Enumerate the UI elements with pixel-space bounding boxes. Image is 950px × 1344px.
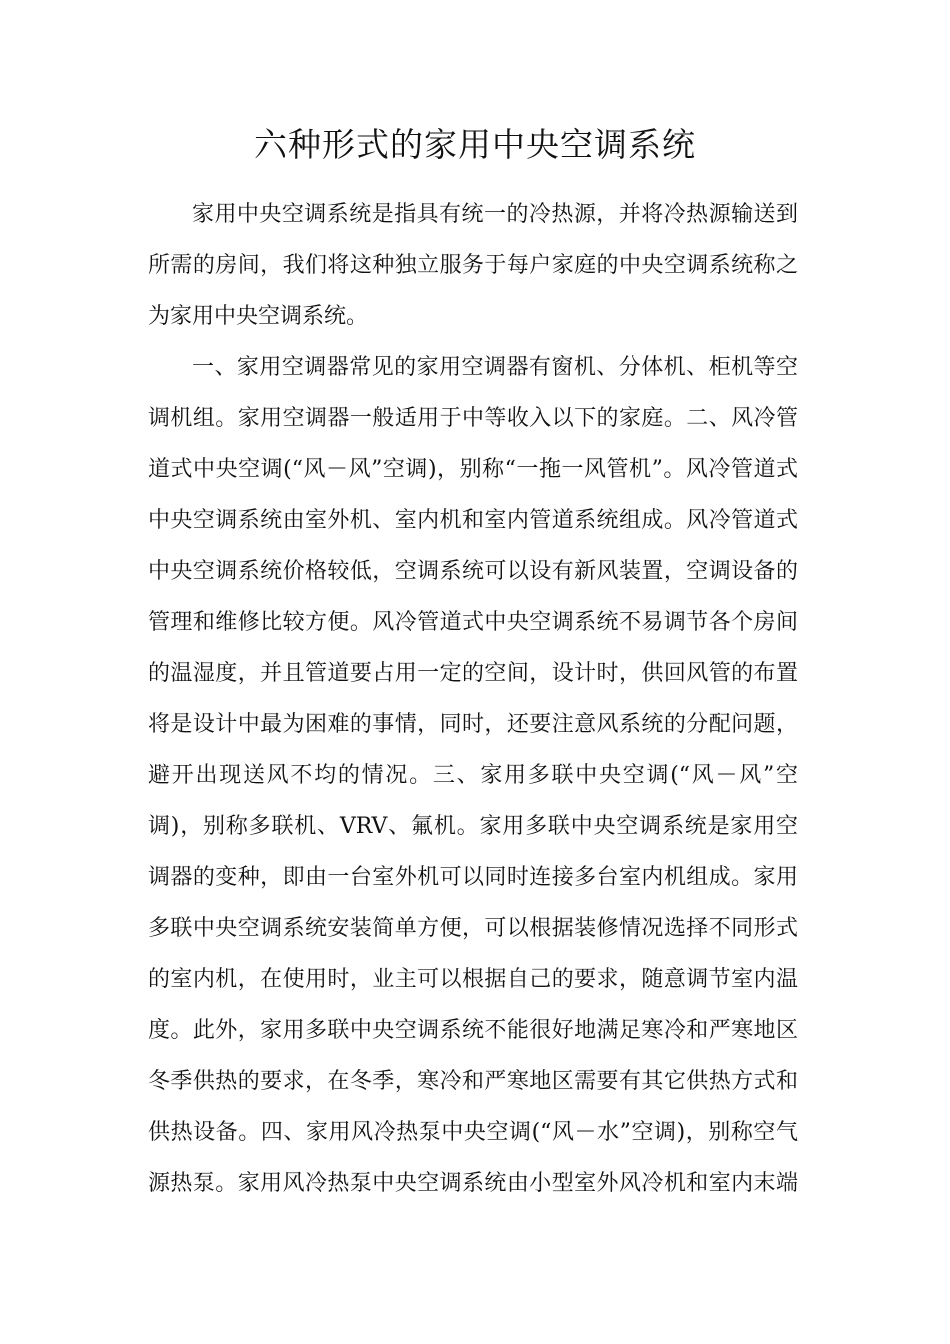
paragraph-line: 源热泵。家用风冷热泵中央空调系统由小型室外风冷机和室内末端: [148, 1171, 798, 1196]
paragraph-line: 的室内机，在使用时，业主可以根据自己的要求，随意调节室内温: [148, 967, 798, 992]
paragraph-line: 冬季供热的要求，在冬季，寒冷和严寒地区需要有其它供热方式和: [148, 1069, 798, 1094]
paragraph-line: 供热设备。四、家用风冷热泵中央空调(“风－水”空调)，别称空气: [148, 1120, 798, 1145]
paragraph-line: 中央空调系统由室外机、室内机和室内管道系统组成。风冷管道式: [148, 508, 798, 533]
paragraph-line: 调器的变种，即由一台室外机可以同时连接多台室内机组成。家用: [148, 865, 798, 890]
paragraph-line: 一、家用空调器常见的家用空调器有窗机、分体机、柜机等空: [192, 355, 798, 380]
paragraph-line: 管理和维修比较方便。风冷管道式中央空调系统不易调节各个房间: [148, 610, 798, 635]
paragraph-line: 调)，别称多联机、VRV、氟机。家用多联中央空调系统是家用空: [148, 814, 798, 839]
paragraph-line: 避开出现送风不均的情况。三、家用多联中央空调(“风－风”空: [148, 763, 798, 788]
paragraph-line: 为家用中央空调系统。: [148, 304, 369, 329]
paragraph-line: 家用中央空调系统是指具有统一的冷热源，并将冷热源输送到: [192, 202, 798, 227]
paragraph-line: 多联中央空调系统安装简单方便，可以根据装修情况选择不同形式: [148, 916, 798, 941]
paragraph-line: 将是设计中最为困难的事情，同时，还要注意风系统的分配问题，: [148, 712, 798, 737]
paragraph-line: 度。此外，家用多联中央空调系统不能很好地满足寒冷和严寒地区: [148, 1018, 798, 1043]
paragraph-line: 调机组。家用空调器一般适用于中等收入以下的家庭。二、风冷管: [148, 406, 798, 431]
paragraph-line: 的温湿度，并且管道要占用一定的空间，设计时，供回风管的布置: [148, 661, 798, 686]
document-title: 六种形式的家用中央空调系统: [254, 125, 696, 164]
paragraph-line: 中央空调系统价格较低，空调系统可以设有新风装置，空调设备的: [148, 559, 798, 584]
paragraph-line: 所需的房间，我们将这种独立服务于每户家庭的中央空调系统称之: [148, 253, 798, 278]
paragraph-line: 道式中央空调(“风－风”空调)，别称“一拖一风管机”。风冷管道式: [148, 457, 798, 482]
